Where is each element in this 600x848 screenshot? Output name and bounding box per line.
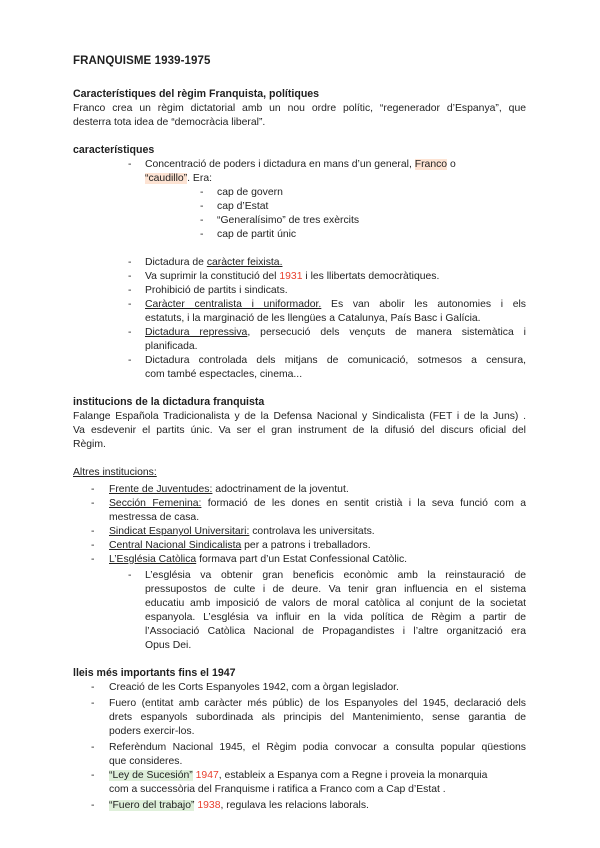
bullet-dash: -: [128, 271, 132, 282]
bullet-dash: -: [128, 257, 132, 268]
bullet-dash: -: [91, 800, 95, 811]
bullet-dash: -: [200, 201, 204, 212]
sub-list-item-continuation: pressupostos de culte i de deure. Va tenir gran influencia en el sistema: [145, 584, 526, 595]
list-item: Creació de les Corts Espanyoles 1942, com a òrgan legislador.: [109, 682, 399, 693]
list-item-continuation: com a successòria del Franquisme i ratifica a Franco com a Cap d’Estat .: [109, 784, 446, 795]
bullet-dash: -: [128, 570, 132, 581]
list-item: Sindicat Espanyol Universitari: controlava les universitats.: [109, 526, 375, 537]
list-item: Sección Femenina: formació de les dones en sentit cristià i la seva funció com a: [109, 498, 526, 509]
list-item-continuation: drets espanyols subordinada als principis del Mantenimiento, sense garantia de: [109, 712, 526, 723]
list-item-continuation: planificada.: [145, 341, 198, 352]
list-item: Dictadura repressiva, persecució dels vençuts de manera sistemàtica i: [145, 327, 526, 338]
list-item: “Ley de Sucesión” 1947, estableix a Espanya com a Regne i proveia la monarquia: [109, 770, 488, 781]
list-item: Frente de Juventudes: adoctrinament de la joventut.: [109, 484, 349, 495]
sub-list-item: cap de govern: [217, 187, 283, 198]
sub-list-item-continuation: l’Associació Catòlica Nacional de Propagandistes i l’altre organització era: [145, 626, 526, 637]
sub-list-item: cap d’Estat: [217, 201, 269, 212]
list-item: Dictadura de caràcter feixista.: [145, 257, 283, 268]
sub-list-item: L’església va obtenir gran beneficis econòmic amb la reinstauració de: [145, 570, 526, 581]
list-item: Caràcter centralista i uniformador. Es van abolir les autonomies i els: [145, 299, 526, 310]
bullet-dash: -: [128, 355, 132, 366]
bullet-dash: -: [91, 540, 95, 551]
list-item: Va suprimir la constitució del 1931 i les llibertats democràtiques.: [145, 271, 440, 282]
sub-list-item-continuation: educatiu amb imposició de valors de moral catòlica al conjunt de la societat: [145, 598, 526, 609]
highlight-caudillo: “caudillo”: [145, 173, 188, 184]
list-item-continuation: que consideres.: [109, 756, 183, 767]
highlight-fuero-trabajo: “Fuero del trabajo”: [109, 800, 195, 811]
bullet-dash: -: [91, 484, 95, 495]
bullet-dash: -: [91, 498, 95, 509]
bullet-dash: -: [91, 770, 95, 781]
sub-list-item: “Generalísimo” de tres exèrcits: [217, 215, 360, 226]
list-item-continuation: mestressa de casa.: [109, 512, 200, 523]
highlight-ley-sucesion: “Ley de Sucesión”: [109, 770, 193, 781]
paragraph-line: Va esdevenir el partits únic. Va ser el gran instrument de la difusió del discurs oficial del: [73, 425, 526, 436]
paragraph-line: Franco crea un règim dictatorial amb un nou ordre polític, “regenerador d’Espanya”, que: [73, 103, 526, 114]
list-item-continuation: estatuts, i la marginació de les llengües a Catalunya, País Basc i Galícia.: [145, 313, 481, 324]
list-item-continuation: com també espectacles, cinema...: [145, 369, 303, 380]
list-item: “Fuero del trabajo” 1938, regulava les relacions laborals.: [109, 800, 369, 811]
list-item: Dictadura controlada dels mitjans de comunicació, sotmesos a censura,: [145, 355, 526, 366]
bullet-dash: -: [91, 698, 95, 709]
bullet-dash: -: [91, 526, 95, 537]
sub-list-item-continuation: Opus Dei.: [145, 640, 192, 651]
list-item: Prohibició de partits i sindicats.: [145, 285, 288, 296]
paragraph-line: Règim.: [73, 439, 106, 450]
bullet-dash: -: [200, 229, 204, 240]
subheading-altres-institucions: Altres institucions:: [73, 467, 157, 478]
list-item: Referèndum Nacional 1945, el Règim podia convocar a consulta popular qüestions: [109, 742, 526, 753]
highlight-franco: Franco: [414, 159, 448, 170]
bullet-dash: -: [128, 327, 132, 338]
bullet-dash: -: [128, 159, 132, 170]
list-item: Central Nacional Sindicalista per a patrons i treballadors.: [109, 540, 371, 551]
section-heading-politiques: Característiques del règim Franquista, polítiques: [73, 88, 320, 100]
bullet-dash: -: [128, 299, 132, 310]
paragraph-line: desterra tota idea de “democràcia liberal”.: [73, 117, 266, 128]
list-item: L’Església Catòlica formava part d’un Estat Confessional Catòlic.: [109, 554, 408, 565]
list-item-continuation: poders exercir-los.: [109, 726, 195, 737]
section-heading-lleis: lleis més importants fins el 1947: [73, 667, 236, 679]
paragraph-line: Falange Española Tradicionalista y de la Defensa Nacional y Sindicalista (FET i de la Juns) .: [73, 411, 526, 422]
sub-list-item: cap de partit únic: [217, 229, 297, 240]
page-title: FRANQUISME 1939-1975: [73, 55, 211, 67]
list-item: Fuero (entitat amb caràcter més públic) de los Espanyoles del 1945, declaració dels: [109, 698, 526, 709]
list-item-continuation: “caudillo”. Era:: [145, 173, 212, 184]
bullet-dash: -: [200, 187, 204, 198]
bullet-dash: -: [128, 285, 132, 296]
bullet-dash: -: [91, 682, 95, 693]
bullet-dash: -: [200, 215, 204, 226]
list-item: Concentració de poders i dictadura en mans d’un general, Franco o: [145, 159, 456, 170]
section-heading-caracteristiques: característiques: [73, 144, 155, 156]
sub-list-item-continuation: espanyola. L’església va influir en la vida política de Règim a partir de: [145, 612, 526, 623]
bullet-dash: -: [91, 742, 95, 753]
bullet-dash: -: [91, 554, 95, 565]
section-heading-institucions: institucions de la dictadura franquista: [73, 396, 265, 408]
